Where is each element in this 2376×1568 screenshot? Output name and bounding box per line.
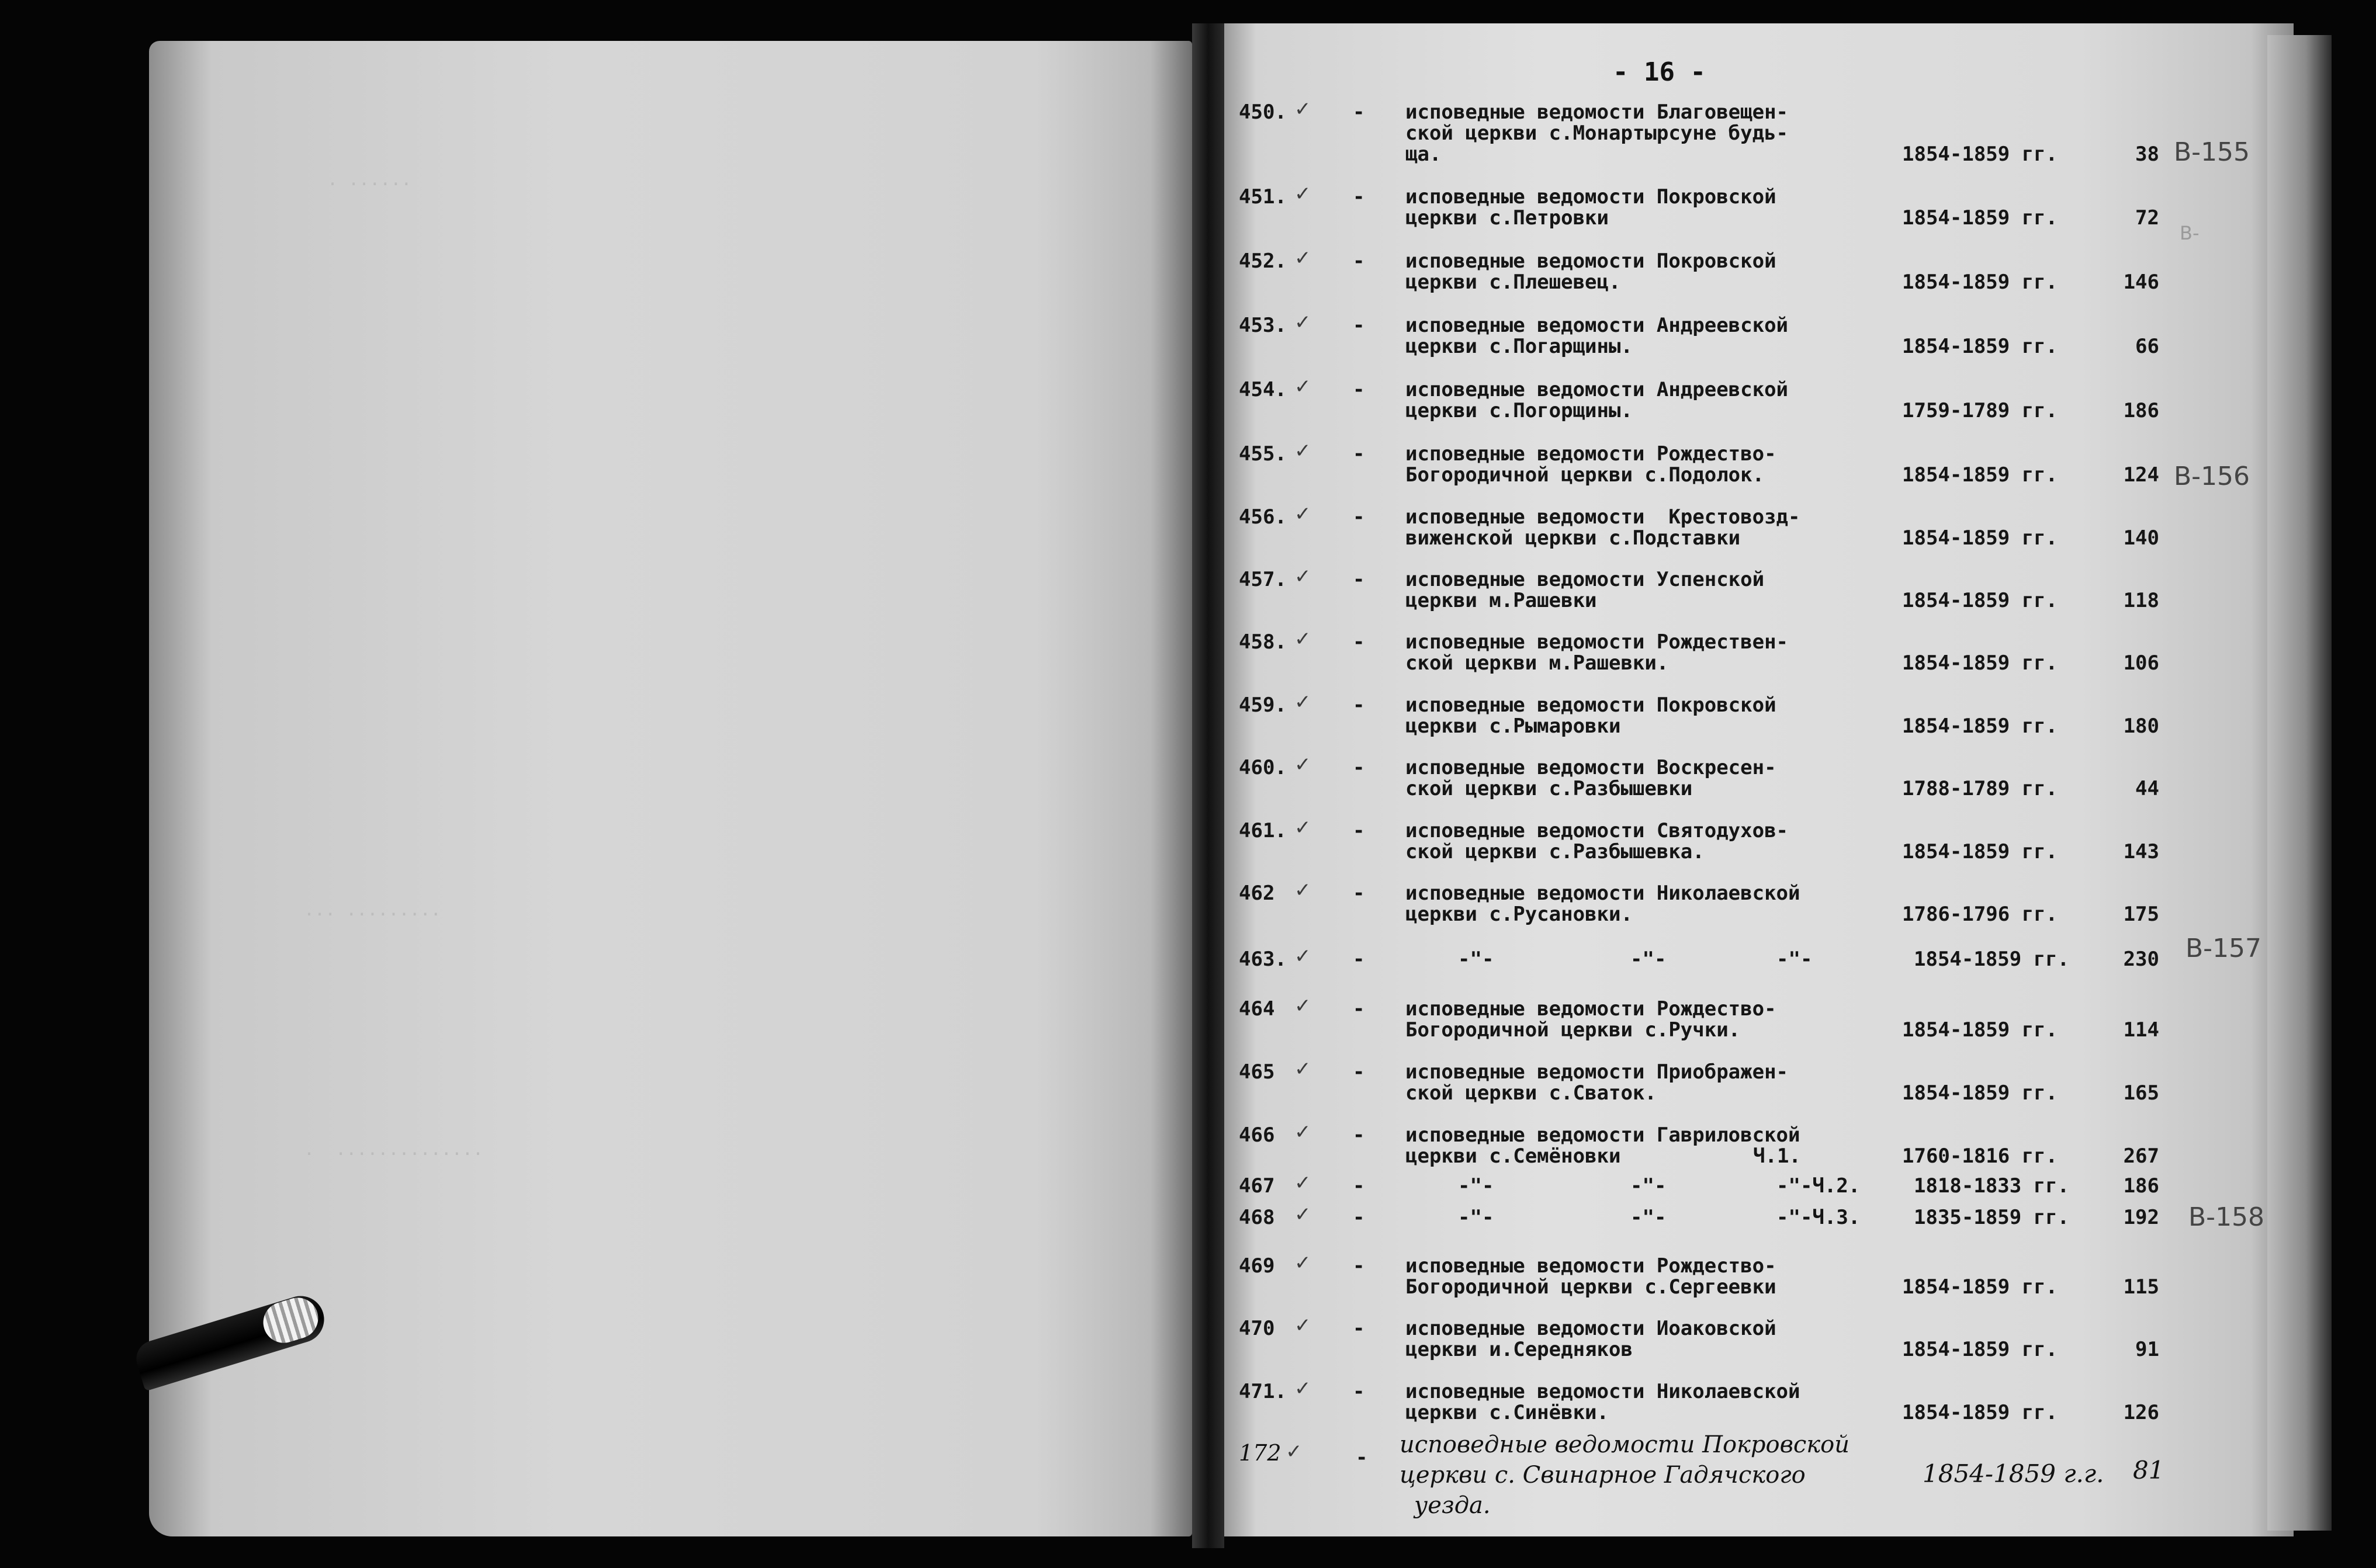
check-mark-icon: ✓ xyxy=(1294,375,1311,398)
check-mark-icon: ✓ xyxy=(1294,247,1311,270)
entry-title-line-1: исповедные ведомости Николаевской xyxy=(1405,1380,1800,1403)
check-mark-icon: ✓ xyxy=(1294,439,1311,463)
dash: - xyxy=(1353,378,1365,401)
check-mark-icon: ✓ xyxy=(1294,753,1311,776)
dash: - xyxy=(1353,948,1365,971)
entry-title-line-1: исповедные ведомости Покровской xyxy=(1405,185,1776,209)
entry-years: 1854-1859 гг. xyxy=(1902,270,2058,294)
entry-number: 451. xyxy=(1239,185,1287,209)
entry-number: 461. xyxy=(1239,819,1287,842)
dash: - xyxy=(1353,882,1365,905)
entry-years: 1854-1859 г.г. xyxy=(1923,1459,2104,1488)
entry-sheets: 186 xyxy=(2123,1174,2159,1198)
entry-title-line-2: церкви с.Плешевец. xyxy=(1405,270,1621,294)
check-mark-icon: ✓ xyxy=(1294,1057,1311,1081)
ditto-mark: -"- xyxy=(1458,948,1494,971)
ditto-mark: -"- xyxy=(1458,1174,1494,1198)
entry-number: 172 xyxy=(1239,1440,1281,1466)
entry-line-1: исповедные ведомости Покровской xyxy=(1400,1431,1850,1458)
entry-title-line-2: ской церкви с.Разбышевка. xyxy=(1405,840,1705,863)
check-mark-icon: ✓ xyxy=(1294,1377,1311,1400)
entry-number: 462 xyxy=(1239,882,1275,905)
entry-years: 1854-1859 гг. xyxy=(1902,1338,2058,1361)
entry-sheets: 81 xyxy=(2133,1456,2164,1484)
dash: - xyxy=(1353,1380,1365,1403)
entry-years: 1854-1859 гг. xyxy=(1902,1018,2058,1042)
ditto-mark: -"- xyxy=(1630,1174,1667,1198)
entry-title-line-1: исповедные ведомости Андреевской xyxy=(1405,314,1789,337)
entry-sheets: 38 xyxy=(2135,143,2159,166)
pencil-archive-note: В-156 xyxy=(2174,462,2250,491)
page-number: - 16 - xyxy=(1613,57,1706,87)
entry-years: 1854-1859 гг. xyxy=(1902,714,2058,738)
entry-title-line-1: исповедные ведомости Иоаковской xyxy=(1405,1317,1776,1340)
entry-sheets: 115 xyxy=(2123,1275,2159,1299)
entry-number: 471. xyxy=(1239,1380,1287,1403)
entry-title-line-1: исповедные ведомости Святодухов- xyxy=(1405,819,1789,842)
check-mark-icon: ✓ xyxy=(1294,311,1311,334)
entry-number: 455. xyxy=(1239,442,1287,466)
dash: - xyxy=(1353,505,1365,529)
check-mark-icon: ✓ xyxy=(1294,945,1311,968)
dash: - xyxy=(1353,249,1365,273)
entry-sheets: 175 xyxy=(2123,903,2159,926)
entry-title-line-2: церкви м.Рашевки xyxy=(1405,589,1597,612)
ditto-mark: -"- xyxy=(1630,948,1667,971)
ditto-mark: -"- xyxy=(1630,1206,1667,1229)
entry-title-line-1: исповедные ведомости Успенской xyxy=(1405,568,1765,591)
entry-years: 1854-1859 гг. xyxy=(1914,948,2070,971)
entry-years: 1818-1833 гг. xyxy=(1914,1174,2070,1198)
check-mark-icon: ✓ xyxy=(1294,502,1311,526)
entry-years: 1759-1789 гг. xyxy=(1902,399,2058,422)
check-mark-icon: ✓ xyxy=(1294,1203,1311,1226)
ditto-mark: -"-Ч.2. xyxy=(1776,1174,1861,1198)
dash: - xyxy=(1353,693,1365,717)
entry-title-line-1: исповедные ведомости Гавриловской xyxy=(1405,1123,1800,1147)
dash: - xyxy=(1353,997,1365,1021)
entry-title-line-2: церкви с.Синёвки. xyxy=(1405,1401,1609,1424)
entry-number: 470 xyxy=(1239,1317,1275,1340)
check-mark-icon: ✓ xyxy=(1294,691,1311,714)
entry-part: Ч.1. xyxy=(1753,1144,1801,1168)
check-mark-icon: ✓ xyxy=(1294,627,1311,651)
entry-sheets: 143 xyxy=(2123,840,2159,863)
entry-title-line-1: исповедные ведомости Воскресен- xyxy=(1405,756,1776,779)
entry-title-line-1: исповедные ведомости Покровской xyxy=(1405,249,1776,273)
entry-title-line-1: исповедные ведомости Рождествен- xyxy=(1405,630,1789,654)
entry-title-line-2: ской церкви с.Монартырсуне будь- xyxy=(1405,122,1789,145)
entry-sheets: 124 xyxy=(2123,463,2159,487)
entry-number: 468 xyxy=(1239,1206,1275,1229)
entry-title-line-2: виженской церкви с.Подставки xyxy=(1405,526,1741,550)
entry-number: 456. xyxy=(1239,505,1287,529)
entry-sheets: 146 xyxy=(2123,270,2159,294)
page-edges xyxy=(2267,35,2332,1531)
dash: - xyxy=(1353,756,1365,779)
check-mark-icon: ✓ xyxy=(1294,1314,1311,1337)
ditto-mark: -"- xyxy=(1776,948,1813,971)
entry-number: 464 xyxy=(1239,997,1275,1021)
entry-years: 1760-1816 гг. xyxy=(1902,1144,2058,1168)
entry-title-line-1: исповедные ведомости Крестовозд- xyxy=(1405,505,1800,529)
entry-years: 1854-1859 гг. xyxy=(1902,526,2058,550)
entry-title-line-2: Богородичной церкви с.Ручки. xyxy=(1405,1018,1741,1042)
check-mark-icon: ✓ xyxy=(1294,879,1311,902)
dash: - xyxy=(1356,1446,1368,1469)
entry-number: 454. xyxy=(1239,378,1287,401)
dash: - xyxy=(1353,1317,1365,1340)
entry-title-line-2: ской церкви с.Разбышевки xyxy=(1405,777,1693,800)
dash: - xyxy=(1353,819,1365,842)
dash: - xyxy=(1353,1060,1365,1084)
entry-number: 463. xyxy=(1239,948,1287,971)
entry-number: 459. xyxy=(1239,693,1287,717)
entry-years: 1854-1859 гг. xyxy=(1902,1275,2058,1299)
entry-years: 1854-1859 гг. xyxy=(1902,463,2058,487)
pencil-archive-note: В- xyxy=(2180,222,2200,244)
entry-number: 465 xyxy=(1239,1060,1275,1084)
dash: - xyxy=(1353,1174,1365,1198)
entry-number: 457. xyxy=(1239,568,1287,591)
check-mark-icon: ✓ xyxy=(1294,1171,1311,1195)
check-mark-icon: ✓ xyxy=(1294,816,1311,839)
entry-sheets: 192 xyxy=(2123,1206,2159,1229)
entry-title-line-2: ской церкви с.Сваток. xyxy=(1405,1081,1657,1105)
dash: - xyxy=(1353,1123,1365,1147)
entry-years: 1854-1859 гг. xyxy=(1902,335,2058,358)
entry-sheets: 126 xyxy=(2123,1401,2159,1424)
entry-sheets: 165 xyxy=(2123,1081,2159,1105)
entry-years: 1786-1796 гг. xyxy=(1902,903,2058,926)
entry-title-line-1: исповедные ведомости Николаевской xyxy=(1405,882,1800,905)
dash: - xyxy=(1353,100,1365,124)
entry-sheets: 118 xyxy=(2123,589,2159,612)
entry-title-line-2: церкви с.Русановки. xyxy=(1405,903,1633,926)
entry-years: 1788-1789 гг. xyxy=(1902,777,2058,800)
entry-title-line-1: исповедные ведомости Покровской xyxy=(1405,693,1776,717)
check-mark-icon: ✓ xyxy=(1286,1440,1303,1463)
check-mark-icon: ✓ xyxy=(1294,1121,1311,1144)
entry-line-3: уезда. xyxy=(1414,1492,1491,1519)
entry-number: 466 xyxy=(1239,1123,1275,1147)
entry-years: 1854-1859 гг. xyxy=(1902,840,2058,863)
entry-title-line-1: исповедные ведомости Благовещен- xyxy=(1405,100,1789,124)
entry-sheets: 267 xyxy=(2123,1144,2159,1168)
entry-sheets: 186 xyxy=(2123,399,2159,422)
pencil-archive-note: В-158 xyxy=(2188,1202,2265,1232)
entry-title-line-1: исповедные ведомости Приображен- xyxy=(1405,1060,1789,1084)
check-mark-icon: ✓ xyxy=(1294,1251,1311,1275)
entry-title-line-2: Богородичной церкви с.Подолок. xyxy=(1405,463,1765,487)
entry-number: 453. xyxy=(1239,314,1287,337)
entry-title-line-2: церкви с.Рымаровки xyxy=(1405,714,1621,738)
entry-sheets: 72 xyxy=(2135,206,2159,230)
entry-sheets: 66 xyxy=(2135,335,2159,358)
dash: - xyxy=(1353,314,1365,337)
dash: - xyxy=(1353,1254,1365,1278)
pencil-archive-note: В-157 xyxy=(2185,934,2262,963)
entry-sheets: 114 xyxy=(2123,1018,2159,1042)
entry-title-line-2: церкви и.Середняков xyxy=(1405,1338,1633,1361)
entry-title-line-2: ской церкви м.Рашевки. xyxy=(1405,651,1669,675)
check-mark-icon: ✓ xyxy=(1294,565,1311,588)
check-mark-icon: ✓ xyxy=(1294,182,1311,206)
dash: - xyxy=(1353,568,1365,591)
entry-sheets: 230 xyxy=(2123,948,2159,971)
dash: - xyxy=(1353,442,1365,466)
entry-number: 460. xyxy=(1239,756,1287,779)
entry-years: 1854-1859 гг. xyxy=(1902,651,2058,675)
entry-title-line-1: исповедные ведомости Рождество- xyxy=(1405,442,1776,466)
dash: - xyxy=(1353,630,1365,654)
entry-number: 450. xyxy=(1239,100,1287,124)
entry-number: 452. xyxy=(1239,249,1287,273)
entry-years: 1854-1859 гг. xyxy=(1902,589,2058,612)
entry-line-2: церкви с. Свинарное Гадячского xyxy=(1400,1462,1806,1489)
entry-number: 469 xyxy=(1239,1254,1275,1278)
dash: - xyxy=(1353,1206,1365,1229)
ditto-mark: -"- xyxy=(1458,1206,1494,1229)
entry-title-line-1: исповедные ведомости Рождество- xyxy=(1405,997,1776,1021)
entry-title-line-2: Богородичной церкви с.Сергеевки xyxy=(1405,1275,1776,1299)
entry-sheets: 44 xyxy=(2135,777,2159,800)
entry-title-line-2: церкви с.Погарщины. xyxy=(1405,335,1633,358)
entry-years: 1854-1859 гг. xyxy=(1902,1081,2058,1105)
entry-years: 1854-1859 гг. xyxy=(1902,1401,2058,1424)
entry-number: 467 xyxy=(1239,1174,1275,1198)
book-gutter xyxy=(1192,23,1224,1548)
entry-title-line-2: церкви с.Погорщины. xyxy=(1405,399,1633,422)
check-mark-icon: ✓ xyxy=(1294,98,1311,121)
entry-title-line-1: исповедные ведомости Андреевской xyxy=(1405,378,1789,401)
entry-sheets: 91 xyxy=(2135,1338,2159,1361)
entry-sheets: 106 xyxy=(2123,651,2159,675)
check-mark-icon: ✓ xyxy=(1294,994,1311,1018)
entry-years: 1854-1859 гг. xyxy=(1902,206,2058,230)
pencil-archive-note: В-155 xyxy=(2174,137,2250,167)
entry-title-line-3: ща. xyxy=(1405,143,1442,166)
entry-sheets: 140 xyxy=(2123,526,2159,550)
dash: - xyxy=(1353,185,1365,209)
entry-years: 1854-1859 гг. xyxy=(1902,143,2058,166)
ditto-mark: -"-Ч.3. xyxy=(1776,1206,1861,1229)
entry-years: 1835-1859 гг. xyxy=(1914,1206,2070,1229)
entry-title-line-1: исповедные ведомости Рождество- xyxy=(1405,1254,1776,1278)
entry-title-line-2: церкви с.Петровки xyxy=(1405,206,1609,230)
entry-number: 458. xyxy=(1239,630,1287,654)
entry-sheets: 180 xyxy=(2123,714,2159,738)
entry-title-line-2: церкви с.Семёновки xyxy=(1405,1144,1621,1168)
